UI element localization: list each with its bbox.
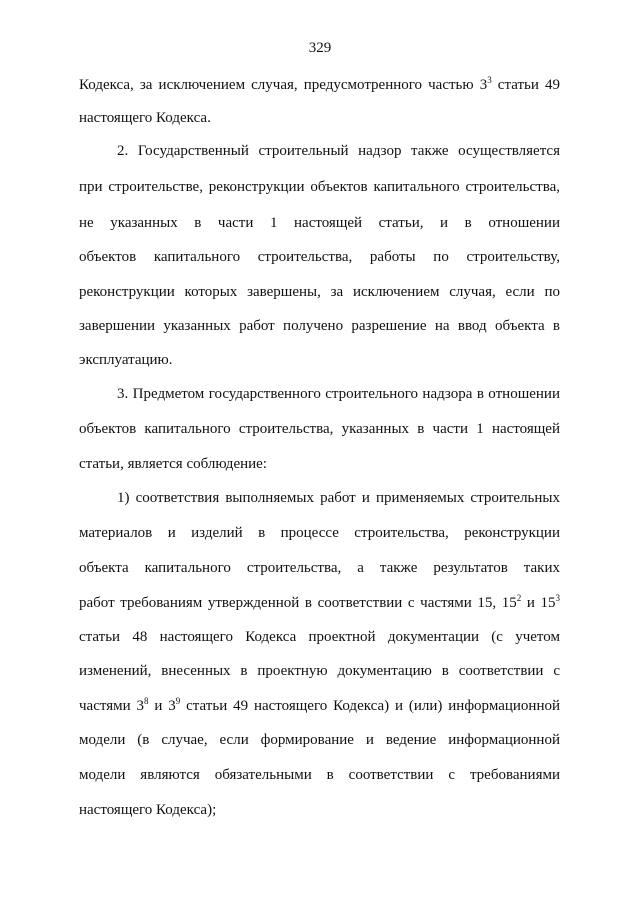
text-line <box>117 142 560 160</box>
text-segment: объектов капитального строительства, работы по строительству, <box>79 249 560 265</box>
text-line <box>79 455 560 473</box>
text-line <box>79 248 560 266</box>
text-segment: Кодекса, за исключением случая, предусмотренного частью 3 <box>79 77 488 93</box>
text-segment: и 3 <box>148 698 176 714</box>
text-segment: 3. Предметом государственного строительного надзора в отношении <box>117 386 560 402</box>
superscript-index: 9 <box>175 696 181 706</box>
text-line <box>79 697 560 715</box>
text-line <box>79 662 560 680</box>
text-segment: и 15 <box>521 595 556 611</box>
superscript-index: 3 <box>487 75 492 85</box>
text-line <box>79 420 560 438</box>
text-line <box>79 766 560 784</box>
page-number: 329 <box>308 40 332 56</box>
text-segment: материалов и изделий в процессе строительства, реконструкции <box>79 525 560 541</box>
text-line <box>79 76 560 94</box>
text-segment: частями 3 <box>79 698 144 714</box>
text-segment: при строительстве, реконструкции объектов капитального строительства, <box>79 179 560 195</box>
text-segment: настоящего Кодекса); <box>79 802 217 818</box>
text-line <box>79 317 560 335</box>
text-line <box>79 283 560 301</box>
text-segment: модели (в случае, если формирование и ведение информационной <box>79 732 560 748</box>
text-segment: настоящего Кодекса. <box>79 110 211 126</box>
text-line <box>79 351 560 369</box>
text-segment: эксплуатацию. <box>79 352 173 368</box>
text-segment: реконструкции которых завершены, за исключением случая, если по <box>79 284 560 300</box>
text-line <box>79 178 560 196</box>
text-segment: завершении указанных работ получено разрешение на ввод объекта в <box>79 318 560 334</box>
text-segment: статьи 49 настоящего Кодекса) и (или) информационной <box>180 698 561 714</box>
text-segment: изменений, внесенных в проектную документацию в соответствии с <box>79 663 560 679</box>
text-line <box>79 731 560 749</box>
text-line <box>79 214 560 232</box>
text-line <box>79 559 560 577</box>
text-line <box>79 109 560 127</box>
text-segment: работ требованиям утвержденной в соответствии с частями 15, 15 <box>79 595 517 611</box>
text-line <box>79 524 560 542</box>
text-line <box>117 385 560 403</box>
text-line <box>79 801 560 819</box>
text-segment: 2. Государственный строительный надзор также осуществляется <box>117 143 560 159</box>
text-segment: статьи 48 настоящего Кодекса проектной документации (с учетом <box>79 629 560 645</box>
text-segment: объекта капитального строительства, а также результатов таких <box>79 560 560 576</box>
superscript-index: 3 <box>555 593 560 603</box>
text-segment: модели являются обязательными в соответствии с требованиями <box>79 767 560 783</box>
text-segment: статьи, является соблюдение: <box>79 456 267 472</box>
text-segment: не указанных в части 1 настоящей статьи, и в отношении <box>79 215 560 231</box>
superscript-index: 2 <box>516 593 522 603</box>
text-segment: объектов капитального строительства, указанных в части 1 настоящей <box>79 421 560 437</box>
text-segment: статьи 49 <box>491 77 560 93</box>
superscript-index: 8 <box>144 696 149 706</box>
text-line <box>117 489 560 507</box>
text-line <box>79 628 560 646</box>
text-line <box>79 594 560 612</box>
text-segment: 1) соответствия выполняемых работ и применяемых строительных <box>117 490 560 506</box>
